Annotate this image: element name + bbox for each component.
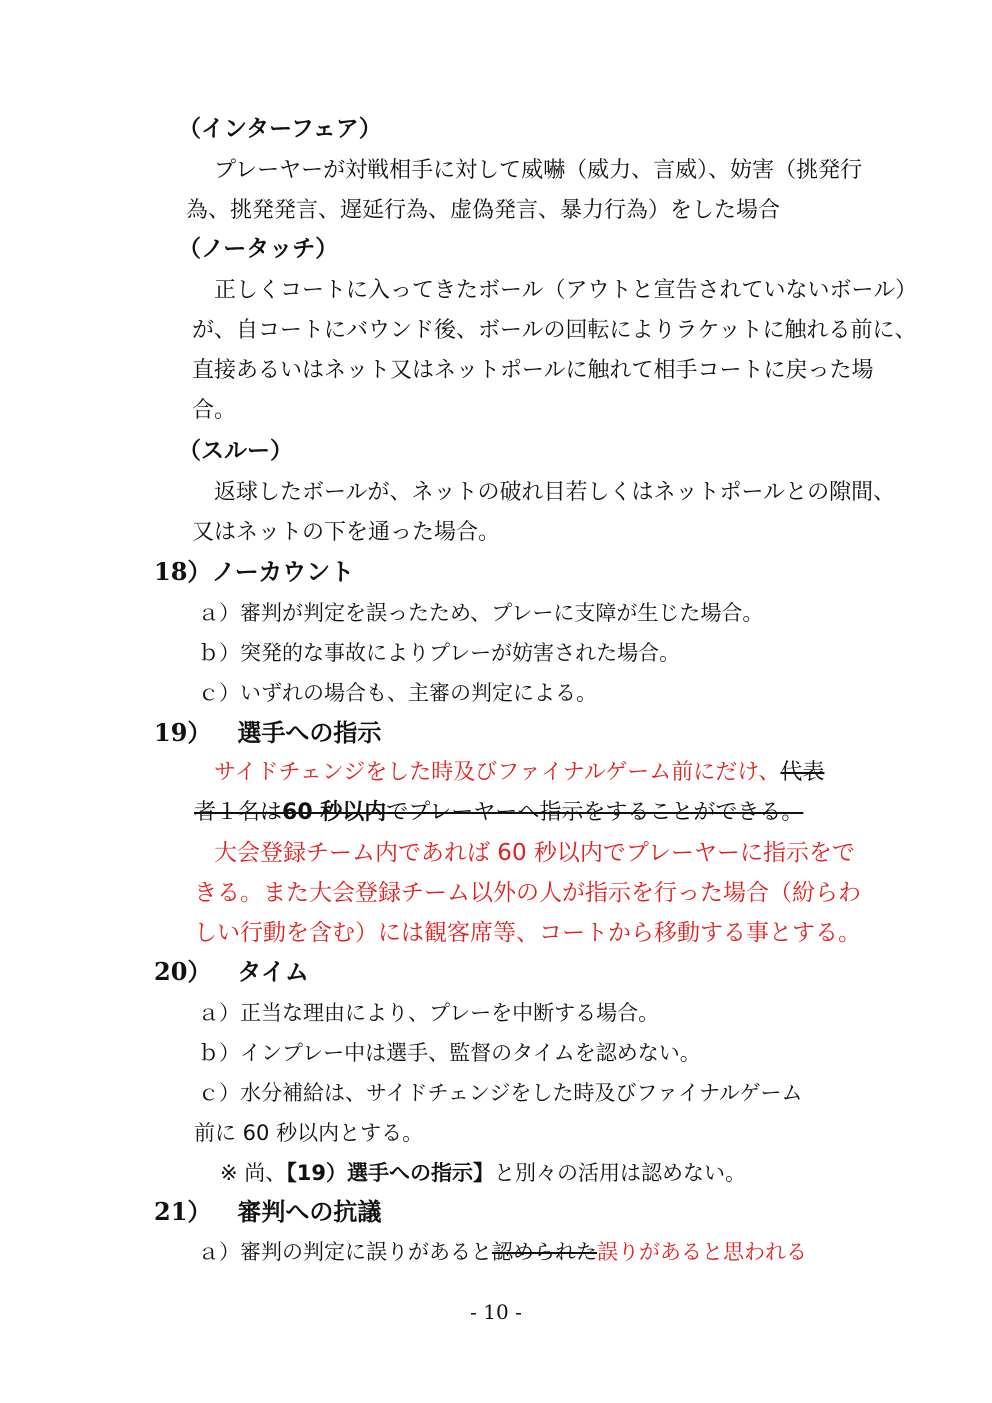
interfere-text-line2: 為、挑発発言、遅延行為、虚偽発言、暴力行為）をした場合 — [186, 198, 781, 223]
section-18-item-a: ａ）審判が判定を誤ったため、プレーに支障が生じた場合。 — [198, 601, 764, 625]
section-19-title: 選手への指示 — [237, 718, 382, 747]
section-21-heading — [154, 1197, 381, 1227]
section-20-title: タイム — [237, 957, 309, 986]
notouch-text-line4: 合。 — [192, 398, 237, 423]
section-20-item-c-line1: ｃ）水分補給は、サイドチェンジをした時及びファイナルゲーム — [198, 1081, 803, 1105]
section-18-heading: 18）ノーカウント — [154, 557, 355, 586]
section-19-number: 19） — [154, 718, 212, 747]
through-text-line2: 又はネットの下を通った場合。 — [192, 520, 501, 545]
section-21-item-a-prefix: ａ）審判の判定に誤りがあると — [198, 1240, 492, 1264]
section-20-note-bold: 【19）選手への指示】 — [286, 1161, 495, 1185]
notouch-text-line3: 直接あるいはネット又はネットポールに触れて相手コートに戻った場 — [192, 358, 874, 383]
section-19-red-text: サイドチェンジをした時及びファイナルゲーム前にだけ、 — [214, 760, 781, 785]
notouch-text-line2: が、自コートにバウンド後、ボールの回転によりラケットに触れる前に、 — [192, 318, 917, 343]
section-20-note-suffix: と別々の活用は認めない。 — [494, 1161, 747, 1185]
section-20-item-a: ａ）正当な理由により、プレーを中断する場合。 — [198, 1001, 660, 1025]
section-19-new-line2: きる。また大会登録チーム以外の人が指示を行った場合（紛らわ — [194, 880, 861, 906]
section-20-note-prefix: ※ 尚、 — [220, 1161, 287, 1185]
page-number: - 10 - — [470, 1300, 522, 1324]
section-18-item-b: ｂ）突発的な事故によりプレーが妨害された場合。 — [198, 641, 681, 665]
section-21-number: 21） — [154, 1197, 212, 1226]
section-19-heading — [154, 718, 381, 748]
section-20-item-c-line2: 前に 60 秒以内とする。 — [194, 1121, 424, 1145]
section-21-item-a — [198, 1237, 807, 1267]
section-19-line1 — [214, 758, 824, 788]
section-18-item-c: ｃ）いずれの場合も、主審の判定による。 — [198, 681, 597, 705]
section-19-line2 — [194, 798, 803, 828]
interfere-text-line1: プレーヤーが対戦相手に対して威嚇（威力、言威）、妨害（挑発行 — [214, 158, 863, 183]
section-19-new-line1: 大会登録チーム内であれば 60 秒以内でプレーヤーに指示をで — [214, 840, 855, 866]
section-20-item-b: ｂ）インプレー中は選手、監督のタイムを認めない。 — [198, 1041, 701, 1065]
section-19-strike-text-2b: 60 秒以内 — [282, 800, 387, 825]
section-19-strike-text-1: 代表 — [780, 760, 825, 785]
section-19-strike-text-2c: でプレーヤーへ指示をすることができる。 — [386, 800, 804, 825]
notouch-text-line1: 正しくコートに入ってきたボール（アウトと宣告されていないボール） — [214, 278, 918, 303]
section-19-strike-text-2a: 者１名は — [194, 800, 283, 825]
section-21-item-a-red: 誤りがあると思われる — [597, 1240, 807, 1264]
through-title: （スルー） — [178, 437, 293, 464]
section-20-number: 20） — [154, 957, 212, 986]
notouch-title: （ノータッチ） — [178, 235, 339, 262]
section-20-note — [220, 1158, 746, 1188]
section-21-item-a-strike: 認められた — [492, 1240, 597, 1264]
section-19-new-line3: しい行動を含む）には観客席等、コートから移動する事とする。 — [194, 920, 861, 946]
section-20-heading — [154, 957, 309, 987]
through-text-line1: 返球したボールが、ネットの破れ目若しくはネットポールとの隙間、 — [214, 480, 896, 505]
section-21-title: 審判への抗議 — [237, 1197, 382, 1226]
interfere-title: （インターフェア） — [178, 115, 382, 142]
